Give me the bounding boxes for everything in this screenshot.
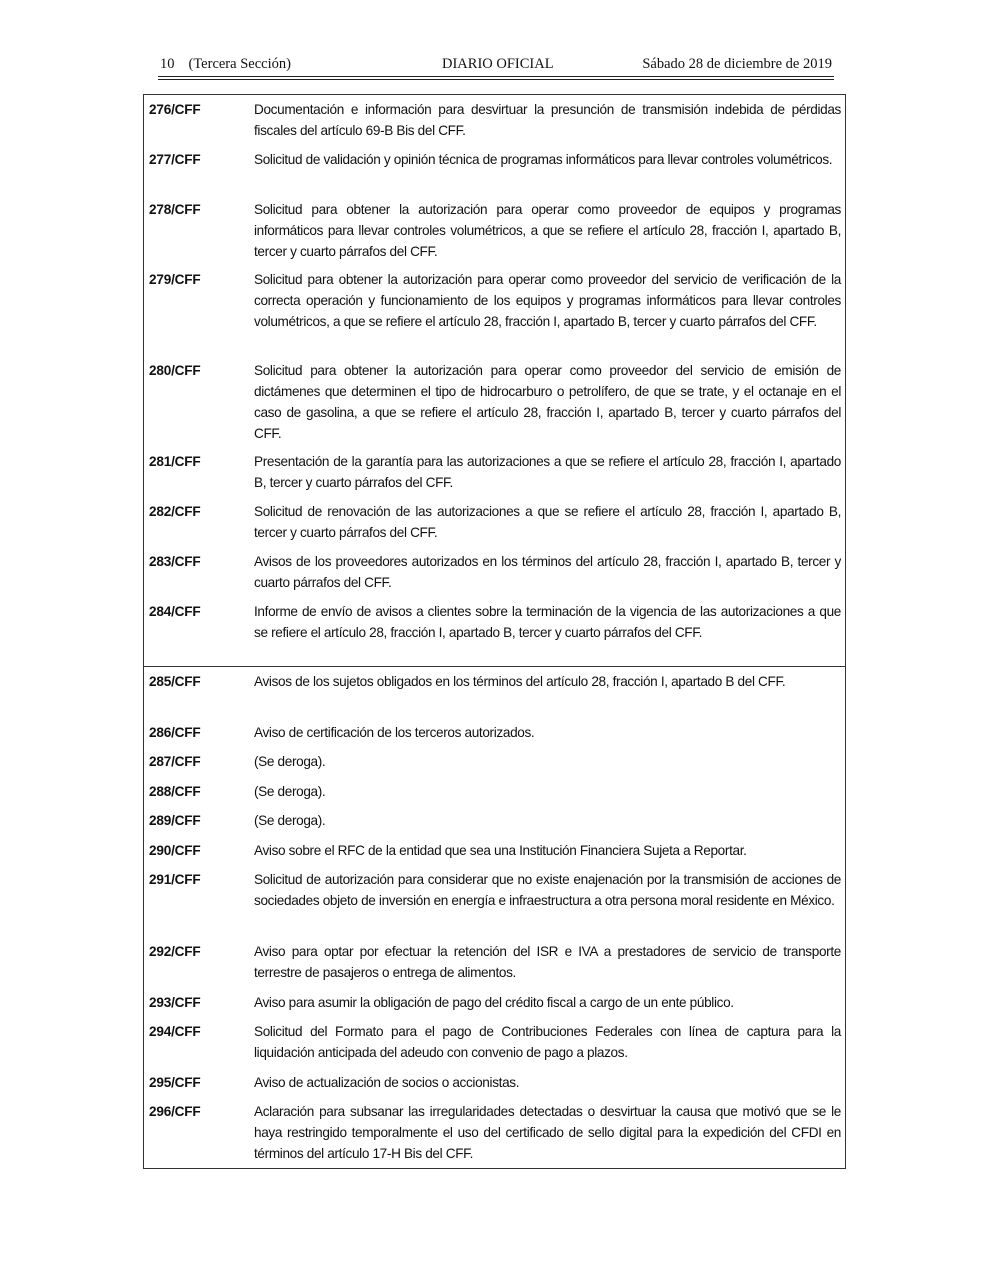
page-header [160,56,832,76]
page-number: 10 [160,56,175,72]
row-description: Solicitud para obtener la autorización para operar como proveedor del servicio de verificación de la correcta operación y funcionamiento de los equipos y programas informáticos para llevar controles volumétricos, a que se refiere el artículo 28, fracción I, apartado B, tercer y cuarto párrafos del CFF. [254,272,841,329]
row-description: Solicitud de autorización para considerar que no existe enajenación por la transmisión de acciones de sociedades objeto de inversión en energía e infraestructura a otra persona moral residente en México. [254,872,841,908]
row-description: Solicitud para obtener la autorización para operar como proveedor de equipos y programas informáticos para llevar controles volumétricos, a que se refiere el artículo 28, fracción I, apartado B, tercer y cuarto párrafos del CFF. [254,202,841,259]
row-description: Documentación e información para desvirtuar la presunción de transmisión indebida de pérdidas fiscales del artículo 69-B Bis del CFF. [254,102,841,138]
row-description: Presentación de la garantía para las autorizaciones a que se refiere el artículo 28, fracción I, apartado B, tercer y cuarto párrafos del CFF. [254,454,841,490]
row-code: 284/CFF [149,604,201,619]
table-block-1 [143,94,846,667]
row-code: 294/CFF [149,1024,201,1039]
row-description: Solicitud de validación y opinión técnica de programas informáticos para llevar controles volumétricos. [254,152,833,167]
row-description: Aclaración para subsanar las irregularidades detectadas o desvirtuar la causa que motivó que se le haya restringido temporalmente el uso del certificado de sello digital para la expedición del CFDI en términos del artículo 17-H Bis del CFF. [254,1104,841,1161]
row-description: Solicitud para obtener la autorización para operar como proveedor del servicio de emisión de dictámenes que determinen el tipo de hidrocarburo o petrolífero, de que se trate, y el octanaje en el caso de gasolina, a que se refiere el artículo 28, fracción I, apartado B, tercer y cuarto párrafos del CFF. [254,363,841,441]
row-code: 285/CFF [149,674,201,689]
row-code: 279/CFF [149,272,201,287]
row-description: Aviso para optar por efectuar la retención del ISR e IVA a prestadores de servicio de transporte terrestre de pasajeros o entrega de alimentos. [254,944,841,980]
row-description: (Se deroga). [254,784,326,799]
row-code: 291/CFF [149,872,201,887]
publication-title: DIARIO OFICIAL [442,56,554,72]
row-description: Aviso sobre el RFC de la entidad que sea una Institución Financiera Sujeta a Reportar. [254,843,747,858]
row-code: 287/CFF [149,754,201,769]
row-code: 290/CFF [149,843,201,858]
row-description: Aviso para asumir la obligación de pago del crédito fiscal a cargo de un ente público. [254,995,734,1010]
header-rule-bottom [158,79,834,80]
row-code: 286/CFF [149,725,201,740]
row-code: 289/CFF [149,813,201,828]
row-description: Aviso de certificación de los terceros autorizados. [254,725,535,740]
row-code: 296/CFF [149,1104,201,1119]
header-left [160,56,291,73]
row-code: 278/CFF [149,202,201,217]
row-description: (Se deroga). [254,754,326,769]
row-code: 283/CFF [149,554,201,569]
publication-date: Sábado 28 de diciembre de 2019 [642,56,832,72]
row-code: 292/CFF [149,944,201,959]
header-rule-top [158,76,834,77]
row-code: 282/CFF [149,504,201,519]
row-description: Aviso de actualización de socios o accionistas. [254,1075,520,1090]
row-code: 281/CFF [149,454,201,469]
row-code: 288/CFF [149,784,201,799]
row-code: 295/CFF [149,1075,201,1090]
table-block-2 [143,666,846,1169]
row-description: Avisos de los sujetos obligados en los términos del artículo 28, fracción I, apartado B del CFF. [254,674,786,689]
row-code: 293/CFF [149,995,201,1010]
row-description: Solicitud del Formato para el pago de Contribuciones Federales con línea de captura para la liquidación anticipada del adeudo con convenio de pago a plazos. [254,1024,841,1060]
row-description: (Se deroga). [254,813,326,828]
row-code: 277/CFF [149,152,201,167]
row-code: 280/CFF [149,363,201,378]
section-label: (Tercera Sección) [188,56,291,72]
row-description: Informe de envío de avisos a clientes sobre la terminación de la vigencia de las autorizaciones a que se refiere el artículo 28, fracción I, apartado B, tercer y cuarto párrafos del CFF. [254,604,841,640]
row-description: Avisos de los proveedores autorizados en los términos del artículo 28, fracción I, apartado B, tercer y cuarto párrafos del CFF. [254,554,841,590]
row-code: 276/CFF [149,102,201,117]
row-description: Solicitud de renovación de las autorizaciones a que se refiere el artículo 28, fracción I, apartado B, tercer y cuarto párrafos del CFF. [254,504,841,540]
